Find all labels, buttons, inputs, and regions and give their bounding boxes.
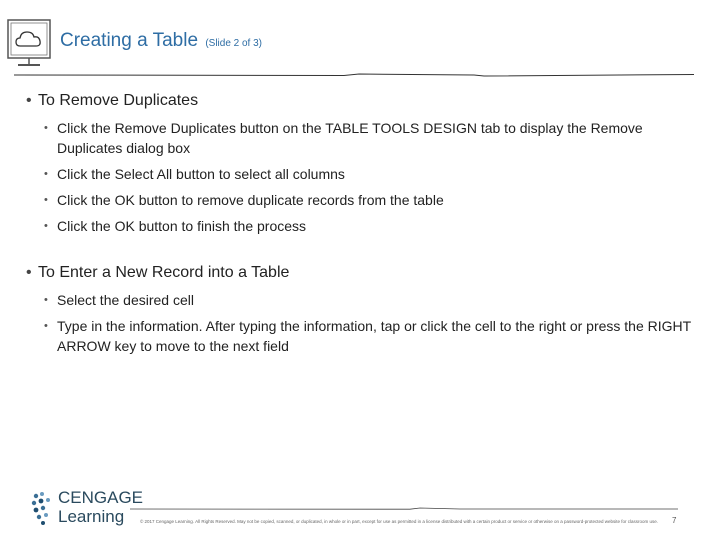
brand-line2: Learning bbox=[58, 507, 125, 526]
sub-bullet: • Select the desired cell bbox=[26, 290, 696, 310]
brand-line1: CENGAGE bbox=[58, 488, 144, 507]
slide-subtitle: (Slide 2 of 3) bbox=[205, 38, 263, 49]
slide-title bbox=[60, 30, 262, 52]
page-number: 7 bbox=[672, 516, 677, 525]
sub-bullet: • Click the OK button to remove duplicate records from the table bbox=[26, 190, 696, 210]
sub-bullet: • Click the Select All button to select all columns bbox=[26, 164, 696, 184]
sub-bullet: • Click the Remove Duplicates button on the TABLE TOOLS DESIGN tab to display the Remove Duplicates dialog box bbox=[26, 118, 696, 158]
bullet-enter-new-record: • To Enter a New Record into a Table bbox=[26, 262, 696, 284]
sub-bullet: • Type in the information. After typing the information, tap or click the cell to the right or press the RIGHT ARROW key to move to the next field bbox=[26, 316, 696, 356]
sub-bullet: • Click the OK button to finish the process bbox=[26, 216, 696, 236]
bullet-remove-duplicates: • To Remove Duplicates bbox=[26, 90, 696, 112]
cloud-monitor-icon bbox=[6, 18, 56, 70]
slide-title-text: Creating a Table bbox=[60, 30, 199, 51]
slide-content bbox=[26, 90, 696, 356]
footer-divider bbox=[130, 507, 678, 511]
copyright-notice: © 2017 Cengage Learning. All Rights Reserved. May not be copied, scanned, or duplicated, in whole or in part, except for use as permitted in a license distributed with a certain product or service or otherwise on a password-protected website for classroom use. bbox=[139, 519, 659, 524]
title-underline bbox=[14, 72, 694, 78]
